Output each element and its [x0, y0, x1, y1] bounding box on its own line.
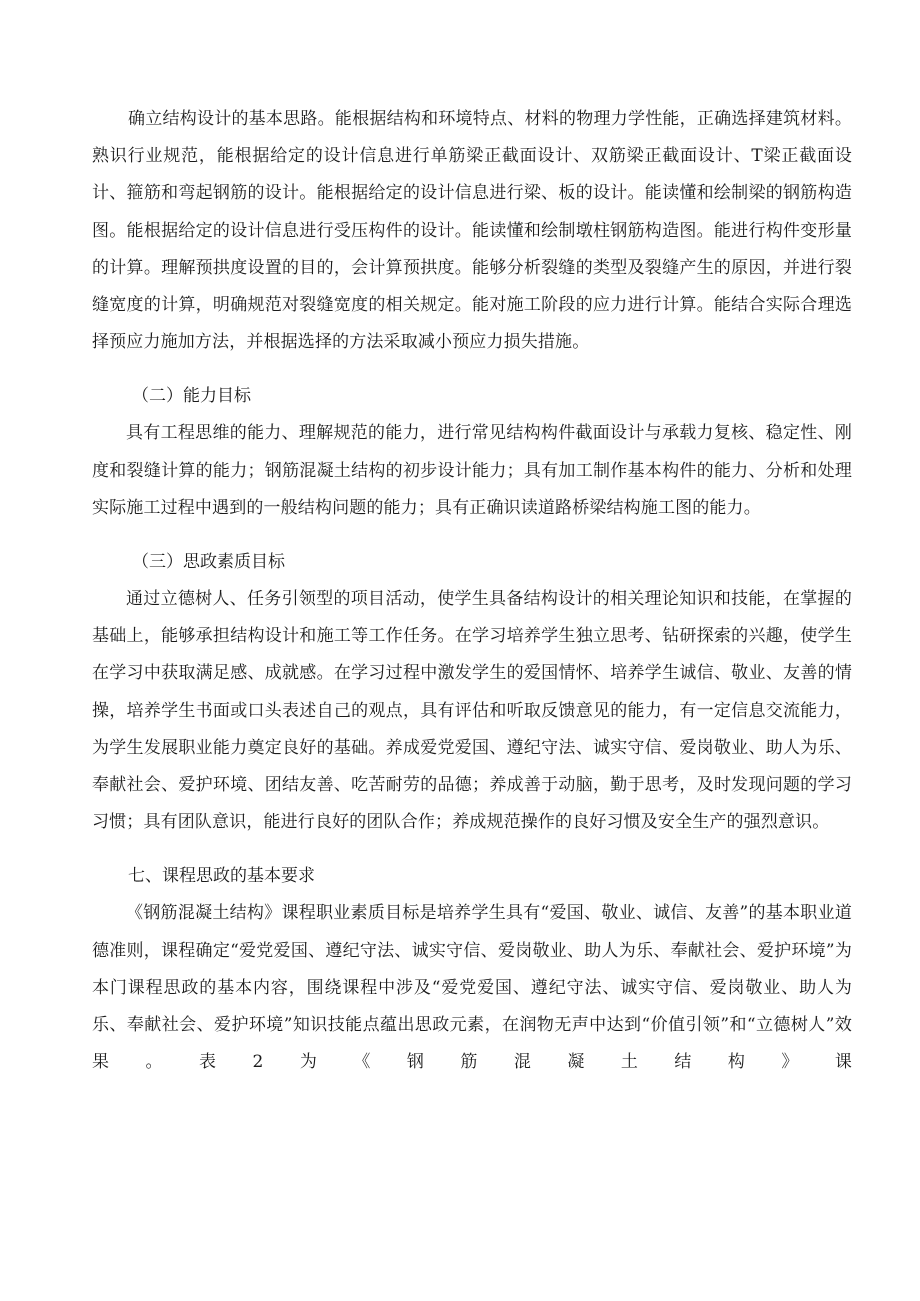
document-page [92, 101, 852, 1081]
requirements-paragraph: 《钢筋混凝土结构》课程职业素质目标是培养学生具有“爱国、敬业、诚信、友善”的基本职业道德准则，课程确定“爱党爱国、遵纪守法、诚实守信、爱岗敬业、助人为乐、奉献社会、爱护环境”为本门课程思政的基本内容，围绕课程中涉及“爱党爱国、遵纪守法、诚实守信、爱岗敬业、助人为乐、奉献社会、爱护环境”知识技能点蕴出思政元素，在润物无声中达到“价值引领”和“立德树人”效果。表2为《钢筋混凝土结构》课 [92, 903, 852, 1073]
ability-goals-paragraph: 具有工程思维的能力、理解规范的能力，进行常见结构构件截面设计与承载力复核、稳定性、刚度和裂缝计算的能力；钢筋混凝土结构的初步设计能力；具有加工制作基本构件的能力、分析和处理实际施工过程中遇到的一般结构问题的能力；具有正确识读道路桥梁结构施工图的能力。 [92, 423, 852, 518]
requirements-block [92, 895, 852, 1081]
knowledge-goals-block [92, 101, 852, 361]
spacer [92, 841, 852, 858]
knowledge-goals-paragraph: 确立结构设计的基本思路。能根据结构和环境特点、材料的物理力学性能，正确选择建筑材料。熟识行业规范，能根据给定的设计信息进行单筋梁正截面设计、双筋梁正截面设计、T梁正截面设计、箍筋和弯起钢筋的设计。能根据给定的设计信息进行梁、板的设计。能读懂和绘制梁的钢筋构造图。能根据给定的设计信息进行受压构件的设计。能读懂和绘制墩柱钢筋构造图。能进行构件变形量的计算。理解预拱度设置的目的，会计算预拱度。能够分析裂缝的类型及裂缝产生的原因，并进行裂缝宽度的计算，明确规范对裂缝宽度的相关规定。能对施工阶段的应力进行计算。能结合实际合理选择预应力施加方法，并根据选择的方法采取减小预应力损失措施。 [92, 109, 852, 353]
spacer [92, 361, 852, 378]
ability-goals-heading: （二）能力目标 [132, 386, 251, 407]
ideology-goals-paragraph: 通过立德树人、任务引领型的项目活动，使学生具备结构设计的相关理论知识和技能，在掌握的基础上，能够承担结构设计和施工等工作任务。在学习培养学生独立思考、钻研探索的兴趣，使学生在学习中获取满足感、成就感。在学习过程中激发学生的爱国情怀、培养学生诚信、敬业、友善的情操，培养学生书面或口头表述自己的观点，具有评估和听取反馈意见的能力，有一定信息交流能力，为学生发展职业能力奠定良好的基础。养成爱党爱国、遵纪守法、诚实守信、爱岗敬业、助人为乐、奉献社会、爱护环境、团结友善、吃苦耐劳的品德；养成善于动脑，勤于思考，及时发现问题的学习习惯；具有团队意识，能进行良好的团队合作；养成规范操作的良好习惯及安全生产的强烈意识。 [92, 589, 852, 833]
ideology-goals-heading: （三）思政素质目标 [132, 552, 285, 573]
ideology-goals-block [92, 581, 852, 841]
section-seven-heading: 七、课程思政的基本要求 [128, 866, 315, 887]
ability-goals-block [92, 415, 852, 527]
spacer [92, 527, 852, 544]
